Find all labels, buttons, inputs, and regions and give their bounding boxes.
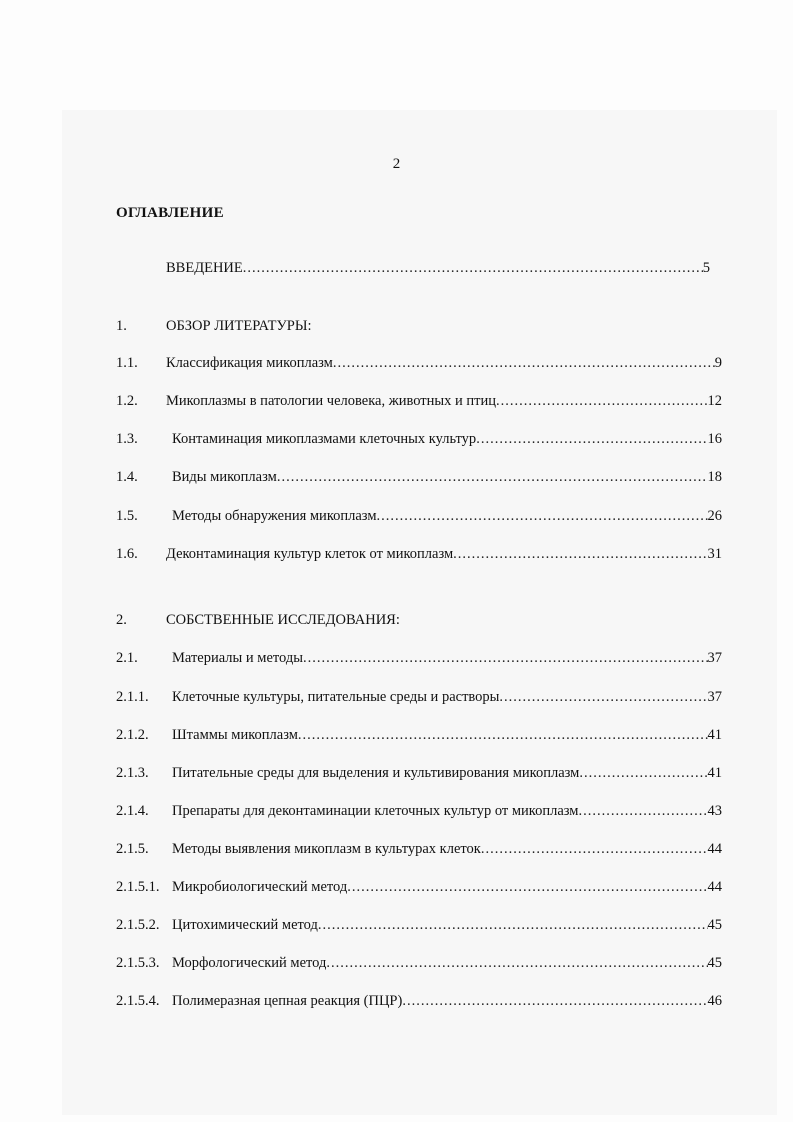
section-1-title: ОБЗОР ЛИТЕРАТУРЫ: [166,318,312,334]
toc-entry [116,355,722,375]
toc-entry-page: 31 [707,546,722,562]
toc-entry-num: 2.1.5.4. [116,993,160,1009]
toc-heading: ОГЛАВЛЕНИЕ [116,205,224,221]
toc-entry [116,765,722,785]
toc-entry-num: 2.1.3. [116,765,149,781]
toc-entry-title: Методы обнаружения микоплазм [172,508,377,524]
toc-leader-dots [499,689,707,706]
toc-entry-num: 2.1.5.1. [116,879,160,895]
toc-entry-num: 2.1.5.3. [116,955,160,971]
toc-leader-dots [243,260,703,277]
toc-entry-num: 2.1.5.2. [116,917,160,933]
toc-entry-num: 1.3. [116,431,138,447]
toc-entry [116,469,722,489]
toc-entry-num: 2.1.2. [116,727,149,743]
toc-entry-title: Морфологический метод [172,955,327,971]
toc-leader-dots [481,841,708,858]
toc-leader-dots [578,803,707,820]
toc-entry-page: 37 [707,689,722,705]
toc-entry-page: 45 [707,917,722,933]
toc-entry-num: 2.1.4. [116,803,149,819]
toc-entry-title: Деконтаминация культур клеток от микоплазм [166,546,454,562]
toc-leader-dots [402,993,707,1010]
toc-entry-page: 44 [707,841,722,857]
toc-entry-title: Клеточные культуры, питательные среды и растворы [172,689,500,705]
toc-entry [116,879,722,899]
toc-leader-dots [579,765,707,782]
toc-entry-title: Препараты для деконтаминации клеточных культур от микоплазм [172,803,579,819]
toc-entry-title: ВВЕДЕНИЕ [166,260,243,276]
toc-entry-title: Контаминация микоплазмами клеточных культур [172,431,477,447]
toc-leader-dots [303,650,708,667]
toc-entry-page: 46 [707,993,722,1009]
toc-entry-page: 9 [714,355,722,371]
toc-entry-num: 1.5. [116,508,138,524]
toc-entry [116,727,722,747]
toc-entry-num: 1.1. [116,355,138,371]
toc-entry [116,431,722,451]
toc-entry-page: 18 [707,469,722,485]
toc-entry [116,917,722,937]
toc-entry [116,803,722,823]
toc-entry [116,508,722,528]
toc-leader-dots [298,727,708,744]
toc-entry [116,689,722,709]
toc-entry [116,546,722,566]
toc-entry [116,955,722,975]
toc-entry-num: 2.1.1. [116,689,149,705]
toc-entry [116,393,722,413]
toc-leader-dots [347,879,707,896]
toc-leader-dots [496,393,707,410]
toc-entry-title: Микробиологический метод [172,879,348,895]
toc-entry-num: 2.1. [116,650,138,666]
toc-leader-dots [333,355,715,372]
toc-entry-page: 41 [707,727,722,743]
toc-entry-title: Питательные среды для выделения и культивирования микоплазм [172,765,580,781]
toc-entry-page: 43 [707,803,722,819]
toc-leader-dots [453,546,707,563]
toc-entry-title: Полимеразная цепная реакция (ПЦР) [172,993,403,1009]
toc-entry-num: 2.1.5. [116,841,149,857]
toc-entry [116,993,722,1013]
toc-entry-title: Штаммы микоплазм [172,727,298,743]
toc-entry-title: Методы выявления микоплазм в культурах клеток [172,841,481,857]
toc-leader-dots [277,469,708,486]
toc-leader-dots [326,955,707,972]
toc-entry-page: 44 [707,879,722,895]
toc-entry-page: 5 [702,260,710,276]
toc-entry-title: Микоплазмы в патологии человека, животных и птиц [166,393,497,409]
toc-entry-num: 1.4. [116,469,138,485]
page-number: 2 [392,156,401,172]
section-2-title: СОБСТВЕННЫЕ ИССЛЕДОВАНИЯ: [166,612,400,628]
toc-entry-intro [166,260,710,280]
toc-entry-page: 45 [707,955,722,971]
toc-entry-title: Классификация микоплазм [166,355,333,371]
toc-entry-page: 37 [707,650,722,666]
toc-entry-title: Виды микоплазм [172,469,277,485]
toc-entry-page: 26 [707,508,722,524]
section-2-num: 2. [116,612,127,628]
section-1-num: 1. [116,318,127,334]
toc-leader-dots [476,431,707,448]
toc-entry-title: Материалы и методы [172,650,303,666]
toc-entry-title: Цитохимический метод [172,917,318,933]
toc-entry [116,841,722,861]
toc-entry-num: 1.2. [116,393,138,409]
toc-leader-dots [318,917,708,934]
toc-entry-page: 16 [707,431,722,447]
toc-entry-page: 41 [707,765,722,781]
toc-leader-dots [377,508,708,525]
toc-entry-num: 1.6. [116,546,138,562]
toc-entry-page: 12 [707,393,722,409]
toc-entry [116,650,722,670]
